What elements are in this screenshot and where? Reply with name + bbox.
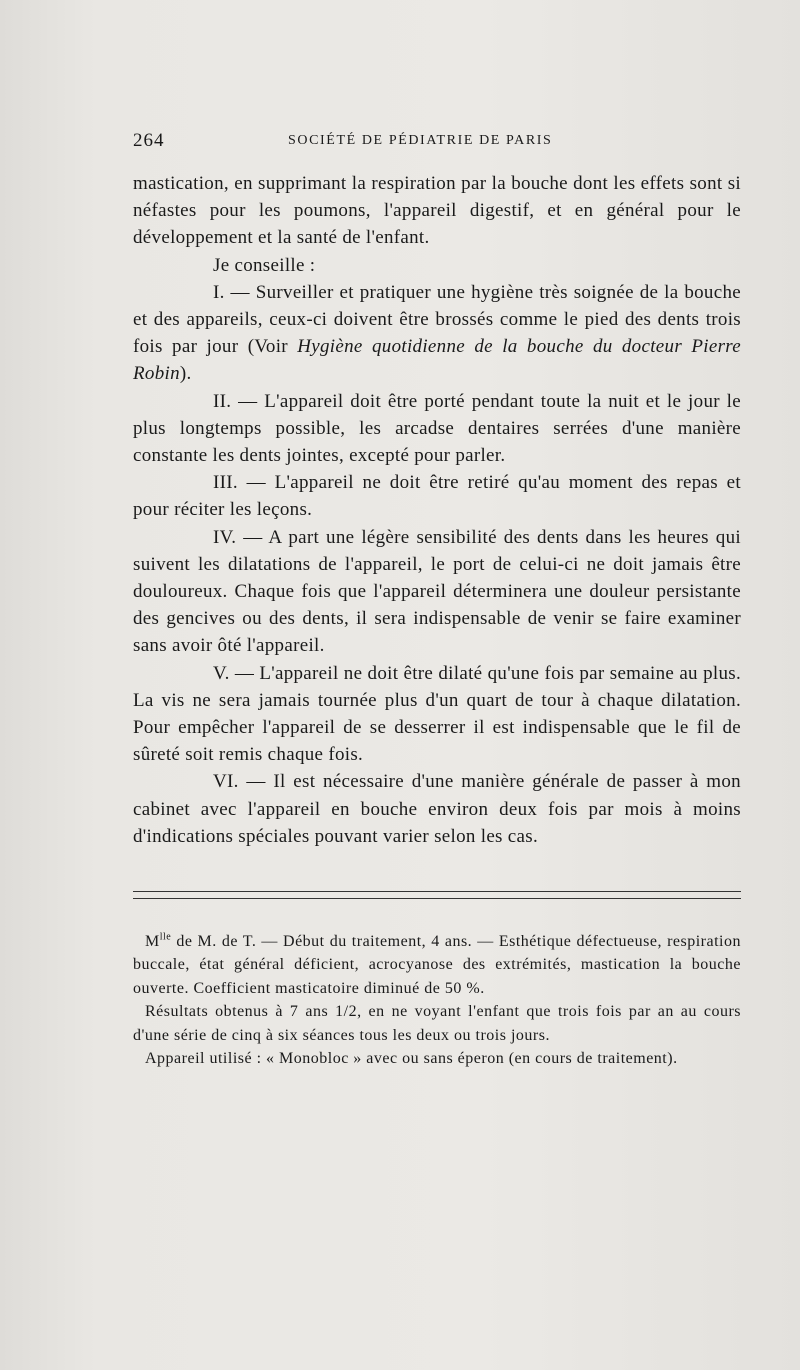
case-note-results: Résultats obtenus à 7 ans 1/2, en ne voyant l'enfant que trois fois par an au cours d'une série de cinq à six séances tous les deux ou trois jours. (133, 1003, 741, 1044)
paragraph-item-4: IV. — A part une légère sensibilité des dents dans les heures qui suivent les dilatations de l'appareil, le port de celui-ci ne doit jamais être douloureux. Chaque fois que l'appareil déterminera une douleur persistante des gencives ou des dents, il sera indispensable de venir se faire examiner sans avoir ôté l'appareil. (133, 526, 741, 657)
paragraph-item-1 (133, 279, 741, 388)
paragraph-advise: Je conseille : (213, 254, 316, 276)
running-title: SOCIÉTÉ DE PÉDIATRIE DE PARIS (288, 133, 553, 148)
case-note (133, 930, 741, 1070)
case-note-prefix: M (145, 933, 160, 950)
case-note-title (133, 930, 741, 1000)
paragraph-item-2: II. — L'appareil doit être porté pendant toute la nuit et le jour le plus longtemps possible, les arcadse dentaires serrées d'une manière constante les dents jointes, excepté pour parler. (133, 390, 741, 467)
main-text (133, 170, 741, 850)
paragraph-item-6: VI. — Il est nécessaire d'une manière générale de passer à mon cabinet avec l'appareil en bouche environ deux fois par mois à moins d'indications spéciales pouvant varier selon les cas. (133, 771, 741, 847)
case-note-description: de M. de T. — Début du traitement, 4 ans. — Esthétique défectueuse, respiration buccale, état général déficient, acrocyanose des extrémités, mastication la bouche ouverte. Coefficient masticatoire diminué de 50 %. (133, 933, 741, 997)
paragraph-item-5: V. — L'appareil ne doit être dilaté qu'une fois par semaine au plus. La vis ne sera jamais tournée plus d'un quart de tour à chaque dilatation. Pour empêcher l'appareil de se desserrer il est indispensable que le fil de sûreté soit remis chaque fois. (133, 662, 741, 766)
item-1-tail: ). (179, 363, 192, 385)
page-number: 264 (133, 130, 165, 151)
paragraph-item-3: III. — L'appareil ne doit être retiré qu'au moment des repas et pour réciter les leçons. (133, 472, 741, 521)
case-note-appliance: Appareil utilisé : « Monobloc » avec ou sans éperon (en cours de traitement). (145, 1050, 678, 1068)
double-rule-divider (133, 891, 741, 899)
item-1-reference: Hygiène quotidienne de la bouche du docteur Pierre Robin (133, 336, 742, 385)
paragraph-intro: mastication, en supprimant la respiration par la bouche dont les effets sont si néfastes pour les poumons, l'appareil digestif, et en général pour le développement et la santé de l'enfant. (133, 173, 741, 249)
page-header (133, 130, 741, 156)
item-1-text: I. — Surveiller et pratiquer une hygiène très soignée de la bouche et des appareils, ceux-ci doivent être brossés comme le pied des dents trois fois par jour (Voir (133, 281, 741, 358)
case-note-superscript: lle (159, 931, 172, 943)
